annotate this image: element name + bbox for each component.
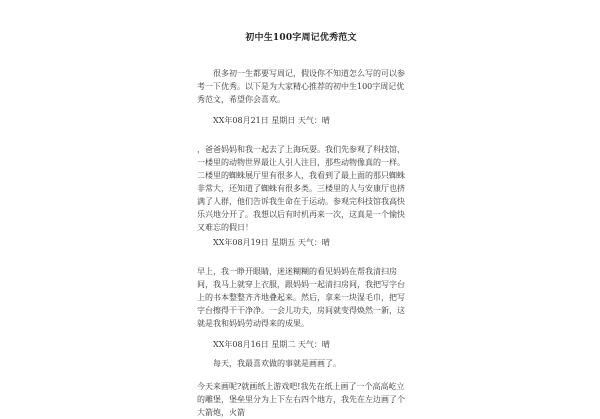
entry-1-date: XX年08月21日 星期日 天气：晴 — [213, 116, 330, 125]
entry-2-date: XX年08月19日 星期五 天气：晴 — [213, 238, 330, 247]
closing-paragraph: 今天来画呢?就画纸上游戏吧!我先在纸上画了一个高高屹立的雕堡，堡垒里分为上下左右四个地方，我先在左边画了个大箭炮，火箭 — [197, 382, 405, 417]
document-body — [197, 32, 405, 419]
entry-3-body: 每天，我最喜欢做的事就是画画了。 — [213, 359, 341, 368]
entry-1-body: ，爸爸妈妈和我一起去了上海玩耍。我们先参观了科技馆，一楼里的动物世界最让人引人注目，那些动物像真的一样。二楼里的蜘蛛展厅里有很多人，我看到了最上面的那只蜘蛛非常大，还知道了蜘蛛有很多类。三楼里的人与安康厅也挤满了人群，他们告诉我生命在于运动。参观完科技馆我高快乐兴地分开了。我想以后有时机再来一次，这真是一个愉快又难忘的假日！ — [197, 145, 405, 232]
document-title: 初中生100字周记优秀范文 — [245, 33, 357, 43]
intro-paragraph: 很多初一生都要写周记，假设你不知道怎么写的可以参考一下优秀。以下是为大家精心推荐的初中生100字周记优秀范文，希望你会喜欢。 — [197, 69, 405, 104]
entry-3-date: XX年08月16日 星期二 天气：晴 — [213, 340, 330, 349]
entry-2-body: 早上，我一睁开眼睛，迷迷糊糊的看见妈妈在帮我清扫房间，我马上就穿上衣服，跟妈妈一起清扫房间，我把写字台上的书本整整齐齐地叠起来。然后，拿来一块湿毛巾，把写字台擦得干干净净。一会儿功夫，房间就变得焕然一新，这就是我和妈妈劳动得来的成果。 — [197, 267, 405, 328]
